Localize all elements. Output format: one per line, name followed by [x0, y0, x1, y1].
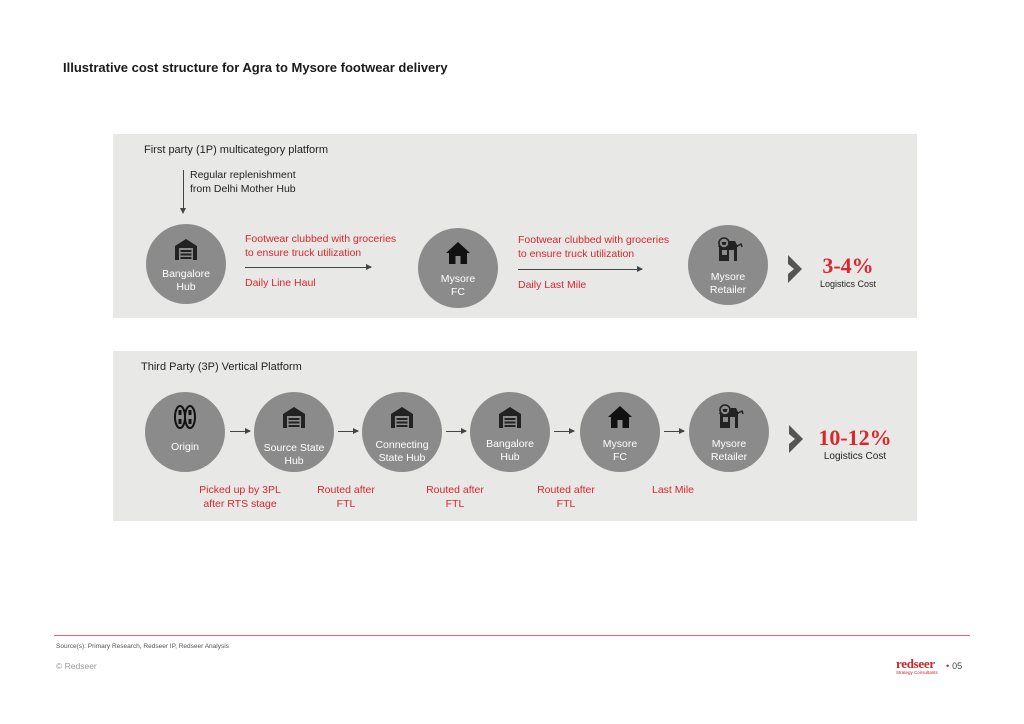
arrow-origin-to-source	[230, 431, 250, 432]
cost-1p-label: Logistics Cost	[819, 279, 877, 289]
cost-3p-label: Logistics Cost	[823, 451, 887, 462]
panel-1p	[113, 134, 917, 318]
replenishment-note: Regular replenishment from Delhi Mother Hub	[190, 169, 296, 195]
node-mysore-fc-3p: Mysore FC	[580, 392, 660, 472]
copyright: © Redseer	[56, 661, 97, 671]
redseer-logo: redseer Strategy Consultants	[896, 656, 938, 675]
node-mysore-fc: Mysore FC	[418, 228, 498, 308]
warehouse-icon	[389, 404, 415, 430]
note-routed-2: Routed after FTL	[426, 484, 484, 510]
cost-1p	[806, 253, 890, 289]
footwear-icon	[172, 404, 198, 430]
panel-3p-title: Third Party (3P) Vertical Platform	[141, 361, 302, 373]
node-mysore-retailer: Mysore Retailer	[688, 225, 768, 305]
node-connecting-state-hub: Connecting State Hub	[362, 392, 442, 472]
replenishment-arrowhead	[180, 208, 186, 214]
cost-3p	[813, 425, 897, 462]
arrow-fc-to-retailer	[664, 431, 684, 432]
leg2-label: Daily Last Mile	[518, 279, 587, 291]
note-picked-up: Picked up by 3PL after RTS stage	[199, 484, 281, 510]
leg1-label: Daily Line Haul	[245, 277, 316, 289]
arrow-source-to-connecting	[338, 431, 358, 432]
panel-1p-title: First party (1P) multicategory platform	[144, 144, 328, 156]
note-routed-1: Routed after FTL	[317, 484, 375, 510]
footer-divider	[54, 635, 970, 636]
note-routed-3: Routed after FTL	[537, 484, 595, 510]
replenishment-arrow	[183, 170, 184, 208]
panel-3p	[113, 351, 917, 521]
arrow-bangalore-to-fc	[554, 431, 574, 432]
leg1-arrow	[245, 267, 371, 268]
warehouse-icon	[497, 404, 523, 430]
warehouse-icon	[173, 236, 199, 262]
source-note: Source(s): Primary Research, Redseer IP, Redseer Analysis	[56, 643, 229, 650]
arrow-connecting-to-bangalore	[446, 431, 466, 432]
house-icon	[607, 404, 633, 430]
leg2-arrow	[518, 269, 642, 270]
node-mysore-retailer-3p: Mysore Retailer	[689, 392, 769, 472]
node-source-state-hub: Source State Hub	[254, 392, 334, 472]
retail-store-icon	[715, 237, 743, 263]
leg2-note: Footwear clubbed with groceries to ensure truck utilization	[518, 234, 670, 260]
node-origin: Origin	[145, 392, 225, 472]
node-bangalore-hub-3p: Bangalore Hub	[470, 392, 550, 472]
page-number: • 05	[946, 661, 963, 671]
note-last-mile: Last Mile	[651, 484, 694, 496]
cost-3p-value: 10-12%	[818, 425, 892, 450]
warehouse-icon	[281, 404, 307, 430]
chevron-right-icon	[786, 253, 806, 285]
cost-1p-value: 3-4%	[822, 253, 874, 278]
chevron-right-icon	[787, 423, 807, 455]
page-title: Illustrative cost structure for Agra to Mysore footwear delivery	[63, 60, 448, 75]
retail-store-icon	[716, 404, 744, 430]
house-icon	[445, 240, 471, 266]
leg1-note: Footwear clubbed with groceries to ensure truck utilization	[245, 233, 397, 259]
node-bangalore-hub: Bangalore Hub	[146, 224, 226, 304]
